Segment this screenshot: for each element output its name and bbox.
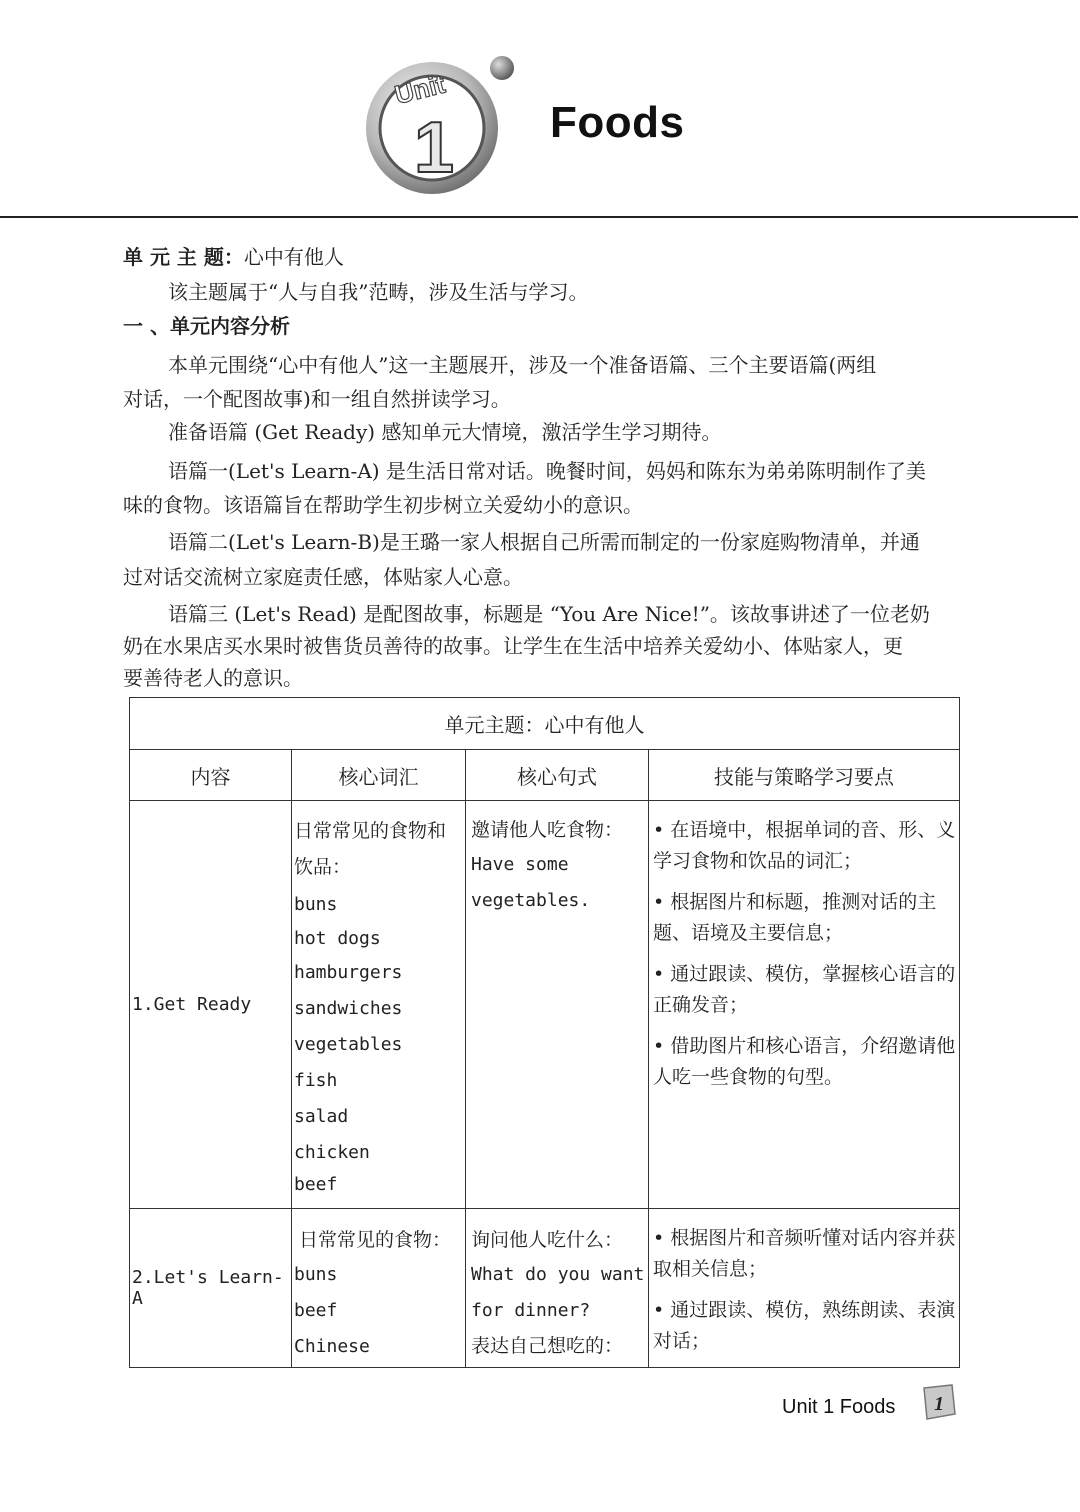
row-2-vocab (292, 1209, 466, 1368)
row-2-vocab-item: beef (294, 1300, 338, 1321)
row-2-sentence-intro: 询问他人吃什么： (471, 1229, 624, 1251)
row-1-vocab-item: fish (294, 1070, 338, 1091)
paragraph-2: 准备语篇 (Get Ready) 感知单元大情境，激活学生学习期待。 (168, 420, 722, 444)
row-1-vocab-item: salad (294, 1106, 349, 1127)
row-1-skill-item: • 通过跟读、模仿，掌握核心语言的正确发音； (653, 963, 956, 1016)
table-row (130, 1209, 960, 1368)
theme-description: 该主题属于“人与自我”范畴，涉及生活与学习。 (168, 280, 589, 304)
row-1-skills (649, 801, 960, 1209)
row-1-skill-item: • 在语境中，根据单词的音、形、义学习食物和饮品的词汇； (653, 819, 956, 872)
row-1-sentence-intro: 邀请他人吃食物： (471, 819, 624, 841)
table-row (130, 801, 960, 1209)
paragraph-5-line-1: 语篇三 (Let's Read) 是配图故事，标题是 “You Are Nice!”。该故事讲述了一位老奶 (168, 602, 930, 626)
paragraph-4-line-2: 过对话交流树立家庭责任感，体贴家人心意。 (123, 565, 523, 589)
unit-content-table (129, 697, 960, 1368)
theme-line (123, 245, 344, 269)
row-2-vocab-item: buns (294, 1264, 338, 1285)
page-number-badge-icon (918, 1382, 958, 1422)
table-header-row (130, 750, 960, 801)
page-header (0, 0, 1080, 220)
theme-label: 单 元 主 题： (123, 245, 244, 269)
row-2-vocab-item: Chinese (294, 1336, 370, 1357)
paragraph-5-line-2: 奶在水果店买水果时被售货员善待的故事。让学生在生活中培养关爱幼小、体贴家人，更 (123, 634, 903, 658)
row-2-sentence-extra: 表达自己想吃的： (471, 1335, 624, 1357)
row-1-vocab-item: hot dogs (294, 928, 381, 949)
row-1-vocab-item: buns (294, 894, 338, 915)
row-2-skill-item: • 通过跟读、模仿，熟练朗读、表演对话； (653, 1299, 956, 1352)
row-1-vocab-item: beef (294, 1174, 338, 1195)
paragraph-5-line-3: 要善待老人的意识。 (123, 666, 303, 690)
paragraph-1-line-2: 对话，一个配图故事)和一组自然拼读学习。 (123, 387, 511, 411)
table-caption-row (130, 698, 960, 750)
row-1-vocab-item: hamburgers (294, 962, 403, 983)
row-1-skill-item: • 借助图片和核心语言，介绍邀请他人吃一些食物的句型。 (653, 1035, 956, 1088)
unit-badge-number: 1 (413, 108, 455, 188)
row-2-skill-item: • 根据图片和音频听懂对话内容并获取相关信息； (653, 1227, 956, 1280)
row-1-content-text: 1.Get Ready (132, 994, 252, 1015)
row-2-vocab-intro: 日常常见的食物： (299, 1229, 452, 1251)
paragraph-3-line-2: 味的食物。该语篇旨在帮助学生初步树立关爱幼小的意识。 (123, 493, 643, 517)
unit-badge-icon (362, 48, 522, 198)
column-header-skills: 技能与策略学习要点 (649, 750, 960, 801)
column-header-sentence: 核心句式 (466, 750, 649, 801)
row-1-vocab-item: chicken (294, 1142, 370, 1163)
row-2-content-text: 2.Let's Learn-A (132, 1267, 284, 1309)
row-1-content (130, 801, 292, 1209)
row-1-vocab-item: vegetables (294, 1034, 403, 1055)
row-1-sentence-text: Have some vegetables. (471, 854, 591, 911)
section-heading: 一 、单元内容分析 (123, 314, 290, 338)
row-1-vocab-item: sandwiches (294, 998, 403, 1019)
theme-value: 心中有他人 (243, 245, 344, 269)
table-caption: 单元主题：心中有他人 (130, 698, 960, 750)
row-1-vocab-intro: 日常常见的食物和饮品： (294, 820, 447, 878)
unit-badge-word: Unit (391, 68, 448, 110)
page-title: Foods (550, 98, 685, 147)
page-number: 1 (934, 1393, 944, 1415)
header-divider (0, 216, 1078, 218)
paragraph-4-line-1: 语篇二(Let's Learn-B)是王璐一家人根据自己所需而制定的一份家庭购物清单，并通 (168, 530, 920, 554)
row-2-content (130, 1209, 292, 1368)
paragraph-1-line-1: 本单元围绕“心中有他人”这一主题展开，涉及一个准备语篇、三个主要语篇(两组 (168, 353, 877, 377)
column-header-content: 内容 (130, 750, 292, 801)
paragraph-3-line-1: 语篇一(Let's Learn-A) 是生活日常对话。晚餐时间，妈妈和陈东为弟弟陈明制作了美 (168, 459, 926, 483)
footer-text: Unit 1 Foods (782, 1396, 896, 1418)
row-2-sentence (466, 1209, 649, 1368)
row-1-skill-item: • 根据图片和标题，推测对话的主题、语境及主要信息； (653, 891, 937, 944)
row-1-sentence (466, 801, 649, 1209)
row-1-vocab (292, 801, 466, 1209)
row-2-skills (649, 1209, 960, 1368)
row-2-sentence-text: What do you want for dinner? (471, 1264, 645, 1321)
column-header-vocab: 核心词汇 (292, 750, 466, 801)
